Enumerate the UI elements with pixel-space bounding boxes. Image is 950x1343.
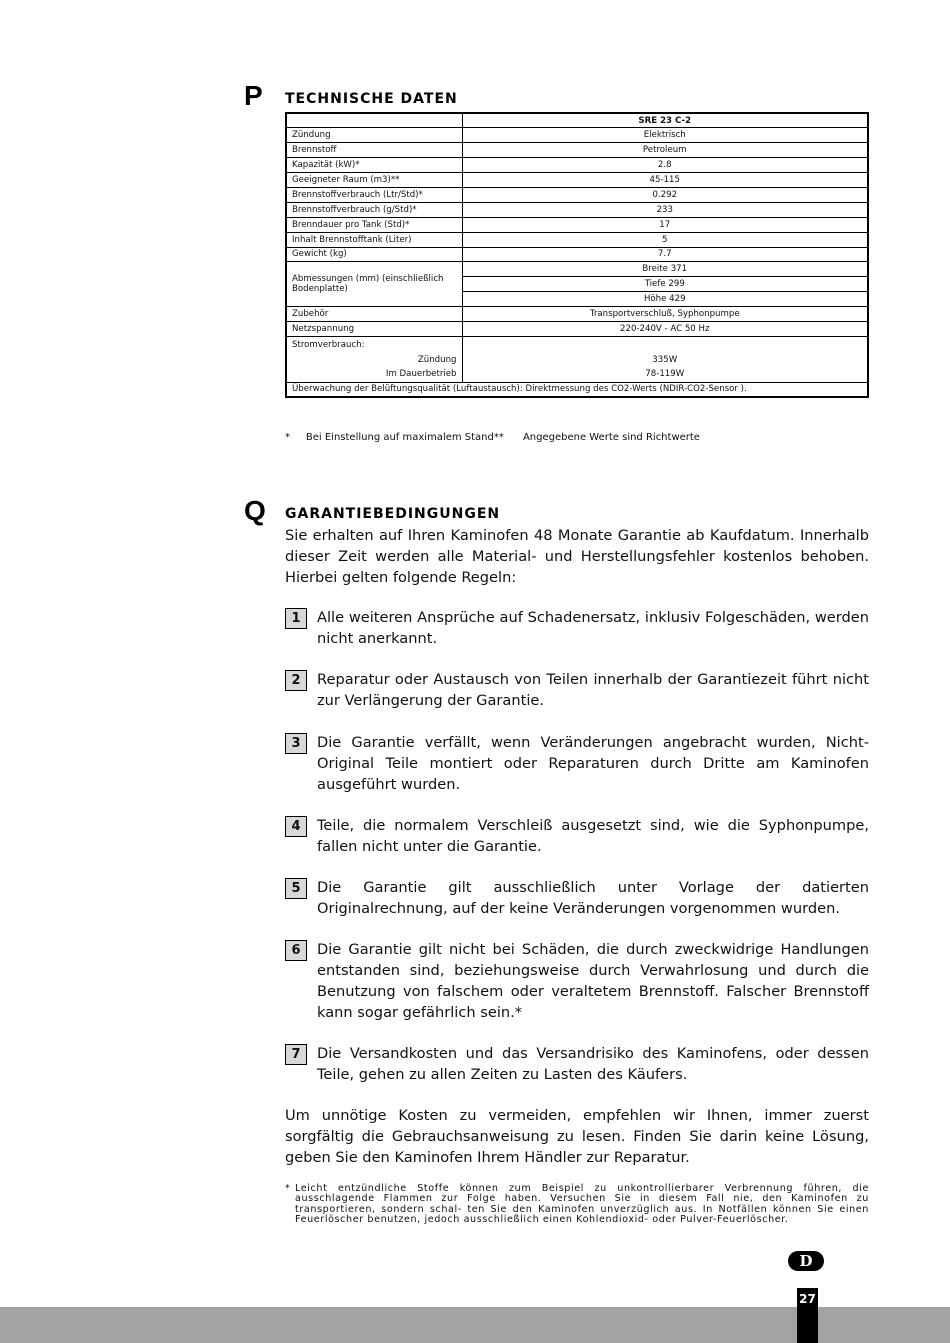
row-label: Brenndauer pro Tank (Std)* — [286, 217, 462, 232]
row-label: Brennstoffverbrauch (Ltr/Std)* — [286, 187, 462, 202]
section-letter-p: P — [244, 80, 263, 111]
table-row-power — [286, 367, 868, 382]
rule-text: Reparatur oder Austausch von Teilen innerhalb der Garantiezeit führt nicht zur Verlängerung der Garantie. — [317, 671, 869, 709]
power-ignition-value: 335W — [462, 352, 868, 367]
note-text: Leicht entzündliche Stoffe können zum Beispiel zu unkontrollierbarer Verbrennung führen, die ausschlagende Flammen zur Folge haben. Versuchen Sie in diesem Fall nie, den Kaminofen zu transportieren, sondern schal- ten Sie den Kaminofen unverzüglich aus. In Notfällen können Sie einen Feuerlöscher benutzen, jedoch ausschließlich einen Kohlendioxid- oder Pulver-Feuerlöscher. — [295, 1183, 869, 1226]
flammable-warning-note — [285, 1184, 869, 1226]
table-row-power — [286, 352, 868, 367]
table-row — [286, 321, 868, 336]
rule-text: Die Garantie gilt ausschließlich unter Vorlage der datierten Originalrechnung, auf der keine Veränderungen vorgenommen wurden. — [317, 879, 869, 917]
table-row — [286, 173, 868, 188]
rule-number-badge: 5 — [285, 878, 307, 899]
row-value: Petroleum — [462, 143, 868, 158]
row-value: 7.7 — [462, 247, 868, 262]
rule-number-badge: 7 — [285, 1044, 307, 1065]
table-row — [286, 307, 868, 322]
row-value: Elektrisch — [462, 128, 868, 143]
accessories-label: Zubehör — [286, 307, 462, 322]
table-row — [286, 202, 868, 217]
rule-text: Teile, die normalem Verschleiß ausgesetzt sind, wie die Syphonpumpe, fallen nicht unter die Garantie. — [317, 817, 869, 855]
guarantee-intro: Sie erhalten auf Ihren Kaminofen 48 Monate Garantie ab Kaufdatum. Innerhalb dieser Zeit werden alle Material- und Herstellungsfehler kostenlos behoben. Hierbei gelten folgende Regeln: — [285, 527, 869, 586]
dimensions-label: Abmessungen (mm) (einschließlich Bodenplatte) — [286, 262, 462, 307]
power-empty — [462, 336, 868, 352]
rule-text: Die Versandkosten und das Versandrisiko des Kaminofens, oder dessen Teile, gehen zu allen Zeiten zu Lasten des Käufers. — [317, 1045, 869, 1083]
accessories-value: Transportverschluß, Syphonpumpe — [462, 307, 868, 322]
row-value: 5 — [462, 232, 868, 247]
power-label: Stromverbrauch: — [286, 336, 462, 352]
note-asterisk: * — [285, 1183, 291, 1194]
voltage-label: Netzspannung — [286, 321, 462, 336]
table-row — [286, 247, 868, 262]
dimension-height: Höhe 429 — [462, 292, 868, 307]
table-header-row — [286, 113, 868, 128]
table-row-ventilation — [286, 382, 868, 397]
model-name: SRE 23 C-2 — [462, 113, 868, 128]
language-badge: D — [788, 1251, 824, 1271]
rule-number-badge: 1 — [285, 608, 307, 629]
row-label: Zündung — [286, 128, 462, 143]
table-row — [286, 128, 868, 143]
row-value: 233 — [462, 202, 868, 217]
voltage-value: 220-240V - AC 50 Hz — [462, 321, 868, 336]
rule-number-badge: 4 — [285, 816, 307, 837]
row-label: Inhalt Brennstofftank (Liter) — [286, 232, 462, 247]
table-row — [286, 143, 868, 158]
row-label: Gewicht (kg) — [286, 247, 462, 262]
row-label: Kapazität (kW)* — [286, 158, 462, 173]
row-value: 2.8 — [462, 158, 868, 173]
ventilation-note: Überwachung der Belüftungsqualität (Luftaustausch): Direktmessung des CO2-Werts (NDIR-CO2-Sensor ). — [286, 382, 868, 397]
power-continuous-value: 78-119W — [462, 367, 868, 382]
rule-text: Alle weiteren Ansprüche auf Schadenersatz, inklusiv Folgeschäden, werden nicht anerkannt. — [317, 609, 869, 647]
row-label: Brennstoffverbrauch (g/Std)* — [286, 202, 462, 217]
table-footnote: * Bei Einstellung auf maximalem Stand** Angegebene Werte sind Richtwerte — [285, 432, 700, 443]
section-title-technische-daten: TECHNISCHE DATEN — [285, 91, 458, 107]
power-continuous-label: Im Dauerbetrieb — [286, 367, 462, 382]
table-row-power — [286, 336, 868, 352]
page-number: 27 — [797, 1288, 818, 1343]
row-value: 0.292 — [462, 187, 868, 202]
section-title-garantiebedingungen: GARANTIEBEDINGUNGEN — [285, 506, 501, 522]
dimension-width: Breite 371 — [462, 262, 868, 277]
table-row-dimensions — [286, 262, 868, 277]
rule-number-badge: 3 — [285, 733, 307, 754]
rule-text: Die Garantie gilt nicht bei Schäden, die durch zweckwidrige Handlungen entstanden sind, beziehungsweise durch Verwahrlosung und durch die Benutzung von falschem oder veraltetem Brennstoff. Falscher Brennstoff kann sogar gefährlich sein.* — [317, 941, 869, 1021]
row-label: Brennstoff — [286, 143, 462, 158]
section-letter-q: Q — [244, 495, 266, 526]
table-row — [286, 217, 868, 232]
row-label: Geeigneter Raum (m3)** — [286, 173, 462, 188]
spec-table — [285, 112, 869, 398]
rule-text: Die Garantie verfällt, wenn Veränderungen angebracht wurden, Nicht- Original Teile montiert oder Reparaturen durch Dritte am Kaminofen ausgeführt wurden. — [317, 734, 869, 793]
rule-number-badge: 6 — [285, 940, 307, 961]
table-header-empty — [286, 113, 462, 128]
rule-number-badge: 2 — [285, 670, 307, 691]
table-row — [286, 187, 868, 202]
row-value: 17 — [462, 217, 868, 232]
guarantee-outro: Um unnötige Kosten zu vermeiden, empfehlen wir Ihnen, immer zuerst sorgfältig die Gebrauchsanweisung zu lesen. Finden Sie darin keine Lösung, geben Sie den Kaminofen Ihrem Händler zur Reparatur. — [285, 1107, 869, 1166]
table-row — [286, 158, 868, 173]
row-value: 45-115 — [462, 173, 868, 188]
table-row — [286, 232, 868, 247]
power-ignition-label: Zündung — [286, 352, 462, 367]
dimension-depth: Tiefe 299 — [462, 277, 868, 292]
